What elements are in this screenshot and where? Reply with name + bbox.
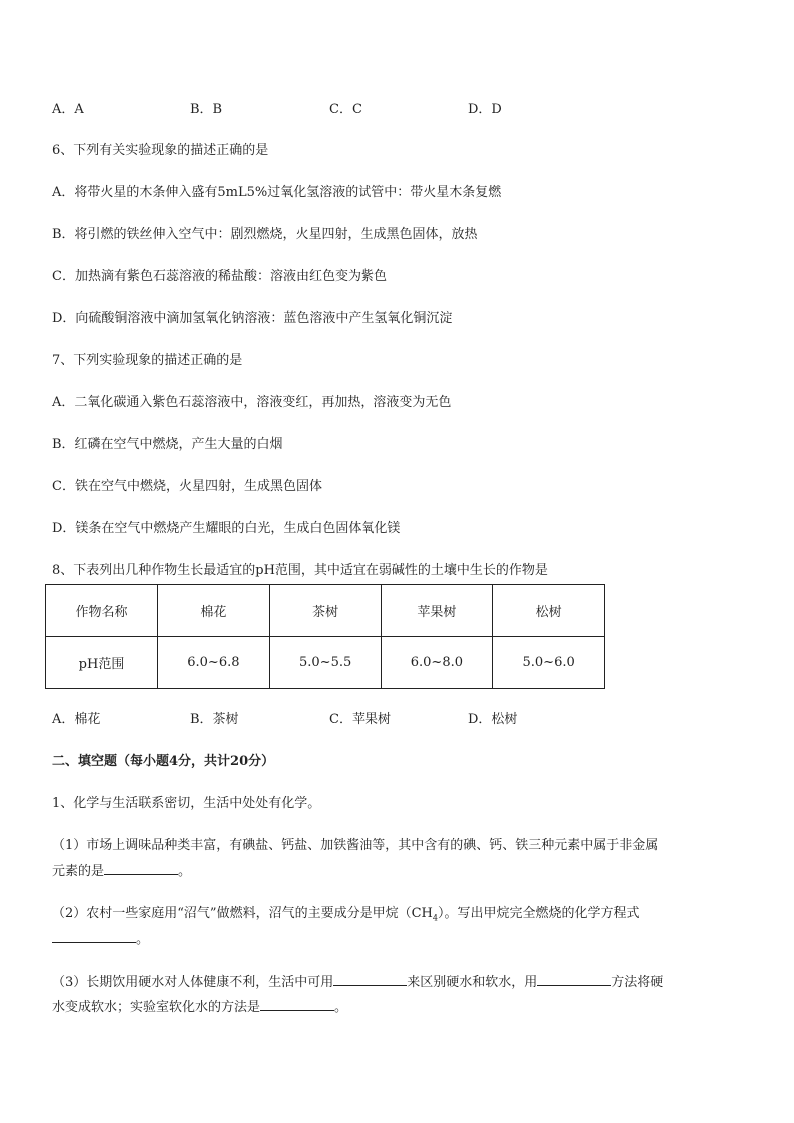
part3-text-c: 方法将硬 [611,975,664,990]
part2-text-cont: ）。写出甲烷完全燃烧的化学方程式 [437,906,640,921]
answer-blank[interactable] [333,973,407,986]
q8-option-c: C．苹果树 [329,712,391,727]
part1-text: 元素的是 [52,864,105,879]
q8-option-d: D．松树 [468,712,518,727]
table-row [46,637,605,689]
q5-option-b: B．B [190,102,223,117]
part1-end: 。 [178,864,192,879]
table-cell: 松树 [493,585,605,637]
q6-option-d: D．向硫酸铜溶液中滴加氢氧化钠溶液：蓝色溶液中产生氢氧化铜沉淀 [52,311,453,326]
q7-stem: 7、下列实验现象的描述正确的是 [52,353,243,368]
part2-text: （2）农村一些家庭用“沼气”做燃料，沼气的主要成分是甲烷（CH [52,906,433,921]
answer-blank[interactable] [104,862,178,875]
q8-option-a: A．棉花 [52,712,101,727]
q5-option-c: C．C [329,102,362,117]
fill-q1-part1-line1: （1）市场上调味品种类丰富，有碘盐、钙盐、加铁酱油等，其中含有的碘、钙、铁三种元素中属于非金属 [52,838,659,853]
crop-ph-table [45,584,605,689]
part2-end: 。 [136,932,150,947]
fill-q1-part1-line2 [52,862,191,881]
table-cell: 6.0~8.0 [381,637,493,689]
q6-stem: 6、下列有关实验现象的描述正确的是 [52,143,269,158]
q7-option-d: D．镁条在空气中燃烧产生耀眼的白光，生成白色固体氧化镁 [52,521,401,536]
table-cell: 6.0~6.8 [158,637,270,689]
section-title: 二、填空题（每小题4分，共计20分） [52,754,275,769]
q7-option-a: A．二氧化碳通入紫色石蕊溶液中，溶液变红，再加热，溶液变为无色 [52,395,452,410]
subscript: 4 [432,913,438,923]
table-cell: 棉花 [158,585,270,637]
q5-option-d: D．D [468,102,502,117]
table-cell: 5.0~5.5 [269,637,381,689]
fill-q1-part2-line2 [52,930,149,949]
answer-blank[interactable] [52,930,136,943]
q6-option-a: A．将带火星的木条伸入盛有5mL5%过氧化氢溶液的试管中：带火星木条复燃 [52,185,502,200]
q6-option-c: C．加热滴有紫色石蕊溶液的稀盐酸：溶液由红色变为紫色 [52,269,387,284]
q7-option-c: C．铁在空气中燃烧，火星四射，生成黑色固体 [52,479,322,494]
table-cell: 作物名称 [46,585,158,637]
table-cell: pH范围 [46,637,158,689]
q5-option-a: A．A [52,102,84,117]
part3-end: 。 [334,1000,348,1015]
table-header-row [46,585,605,637]
table-cell: 苹果树 [381,585,493,637]
fill-q1-part3-line1 [52,973,663,992]
answer-blank[interactable] [260,998,334,1011]
table-cell: 茶树 [269,585,381,637]
part3-text-b: 来区别硬水和软水，用 [407,975,538,990]
table-cell: 5.0~6.0 [493,637,605,689]
part3-text-a: （3）长期饮用硬水对人体健康不利，生活中可用 [52,975,334,990]
q8-option-b: B．茶树 [190,712,239,727]
fill-q1-stem: 1、化学与生活联系密切，生活中处处有化学。 [52,796,321,811]
q6-option-b: B．将引燃的铁丝伸入空气中：剧烈燃烧，火星四射，生成黑色固体，放热 [52,227,478,242]
q7-option-b: B．红磷在空气中燃烧，产生大量的白烟 [52,437,283,452]
part3-text-d: 水变成软水；实验室软化水的方法是 [52,1000,261,1015]
fill-q1-part2-line1 [52,905,639,928]
fill-q1-part3-line2 [52,998,347,1017]
answer-blank[interactable] [537,973,611,986]
q8-stem: 8、下表列出几种作物生长最适宜的pH范围，其中适宜在弱碱性的土壤中生长的作物是 [52,563,548,578]
